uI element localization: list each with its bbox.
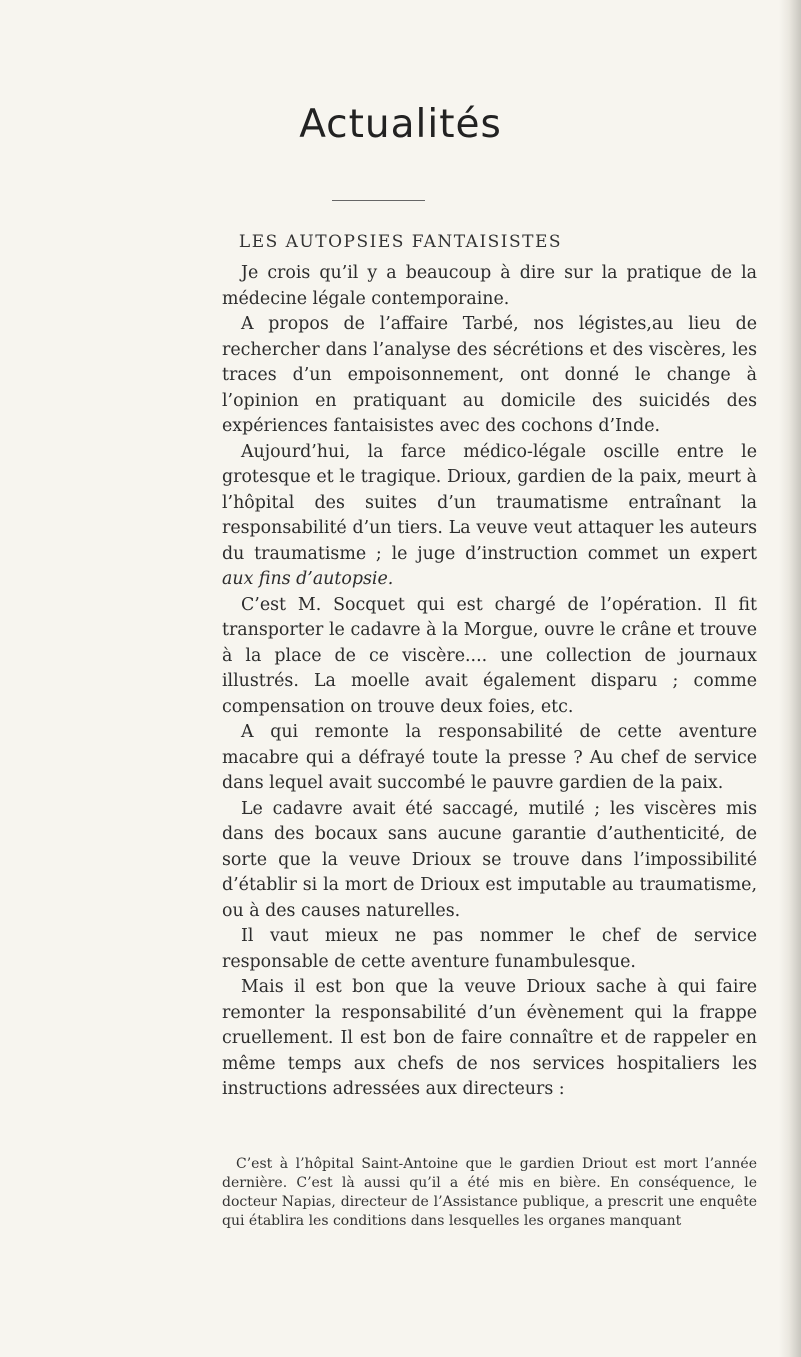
footnote (222, 1155, 757, 1231)
paragraph-7: Il vaut mieux ne pas nommer le chef de service responsable de cette aventure funambulesque. (222, 926, 757, 972)
italic-phrase: aux fins d’autopsie. (222, 569, 394, 589)
footnote-text: C’est à l’hôpital Saint-Antoine que le gardien Driout est mort l’année dernière. C’est là aussi qu’il a été mis en bière. En conséquence, le docteur Napias, directeur de l’Assistance publique, a prescrit une enquête qui établira les conditions dans lesquelles les organes manquant (222, 1156, 757, 1229)
title-divider (332, 200, 425, 201)
article-body (222, 261, 757, 1103)
paragraph-4: C’est M. Socquet qui est chargé de l’opération. Il fit transporter le cadavre à la Morgue, ouvre le crâne et trouve à la place de ce viscère.... une collection de journaux illustrés. La moelle avait également disparu ; comme compensation on trouve deux foies, etc. (222, 594, 757, 717)
paragraph-2: A propos de l’affaire Tarbé, nos légistes,au lieu de rechercher dans l’analyse des sécrétions et des viscères, les traces d’un empoisonnement, ont donné le change à l’opinion en pratiquant au domicile des suicidés des expériences fantaisistes avec des cochons d’Inde. (222, 314, 757, 436)
article-title: LES AUTOPSIES FANTAISISTES (238, 232, 563, 252)
paragraph-3-text: Aujourd’hui, la farce médico-légale oscille entre le grotesque et le tragique. Drioux, gardien de la paix, meurt à l’hôpital des suites d’un traumatisme entraînant la responsabilité d’un tiers. La veuve veut attaquer les auteurs du traumatisme ; le juge d’instruction commet un expert (222, 441, 757, 564)
page-edge-shadow (779, 0, 801, 1357)
paragraph-6: Le cadavre avait été saccagé, mutilé ; les viscères mis dans des bocaux sans aucune garantie d’authenticité, de sorte que la veuve Drioux se trouve dans l’impossibilité d’établir si la mort de Drioux est imputable au traumatisme, ou à des causes naturelles. (222, 798, 757, 921)
paragraph-3 (222, 440, 757, 593)
section-masthead: Actualités (299, 102, 502, 147)
paragraph-8: Mais il est bon que la veuve Drioux sache à qui faire remonter la responsabilité d’un évènement qui la frappe cruellement. Il est bon de faire connaître et de rappeler en même temps aux chefs de nos services hospitaliers les instructions adressées aux directeurs : (222, 977, 757, 1099)
paragraph-1: Je crois qu’il y a beaucoup à dire sur la pratique de la médecine légale contemporaine. (222, 263, 757, 309)
paragraph-5: A qui remonte la responsabilité de cette aventure macabre qui a défrayé toute la presse ? Au chef de service dans lequel avait succombé le pauvre gardien de la paix. (222, 722, 757, 793)
